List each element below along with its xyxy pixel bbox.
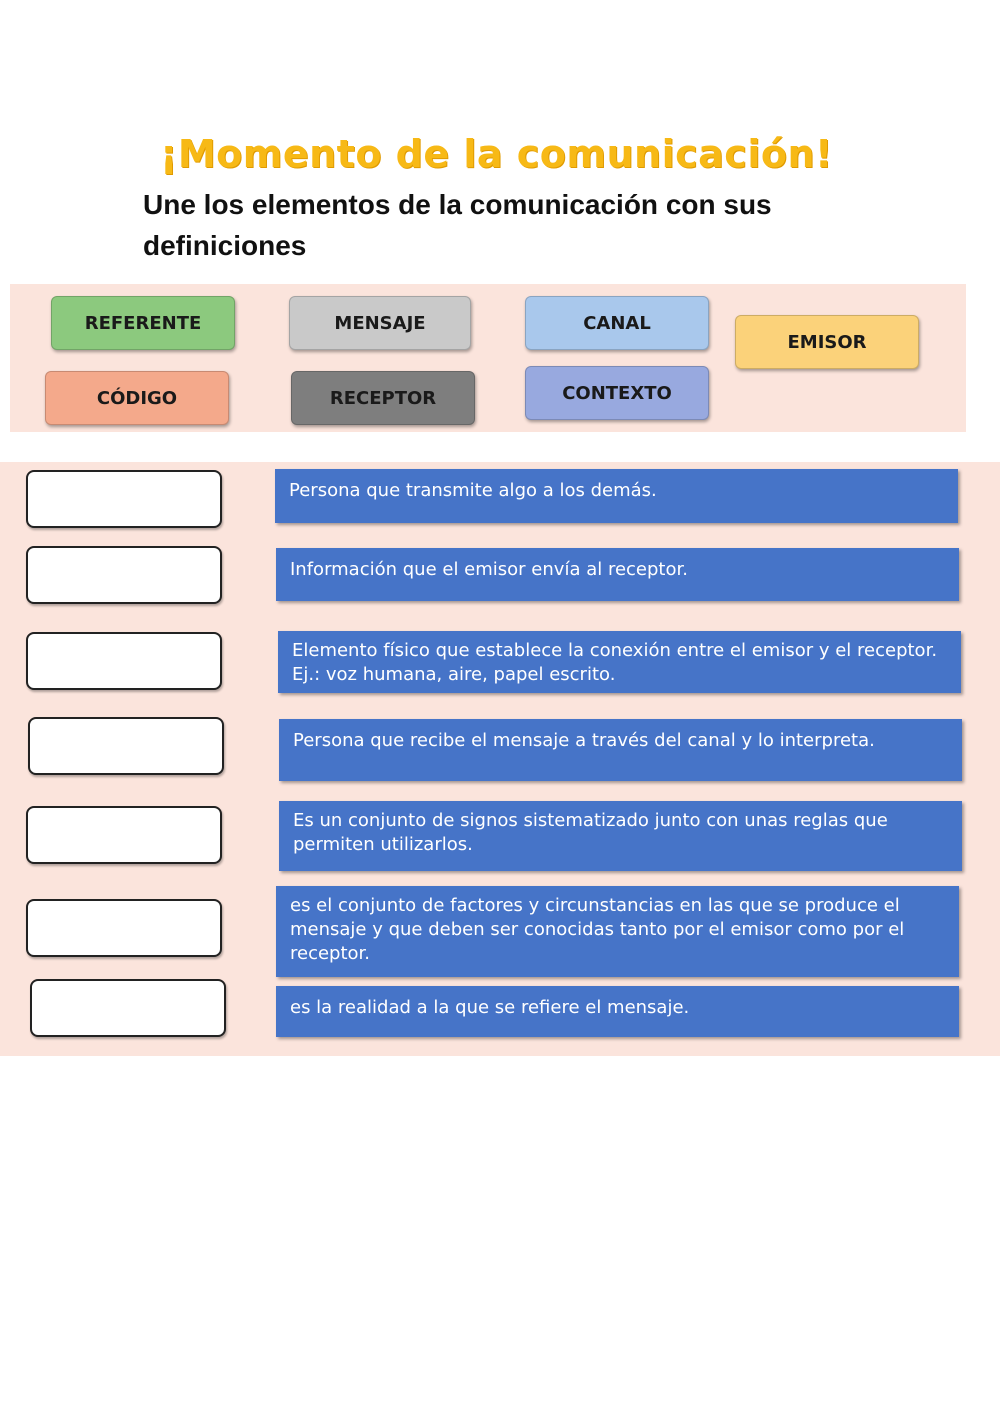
instruction-text: Une los elementos de la comunicación con sus definiciones: [143, 189, 772, 261]
matching-panel: [0, 462, 1000, 1056]
chip-referente[interactable]: REFERENTE: [51, 296, 235, 350]
answer-slot-3[interactable]: [26, 632, 222, 690]
page-title: ¡Momento de la comunicación!: [160, 132, 833, 176]
chip-emisor[interactable]: EMISOR: [735, 315, 919, 369]
chip-receptor[interactable]: RECEPTOR: [291, 371, 475, 425]
definition-5: Es un conjunto de signos sistematizado junto con unas reglas que permiten utilizarlos.: [279, 801, 962, 871]
definition-2: Información que el emisor envía al receptor.: [276, 548, 959, 601]
definition-6: es el conjunto de factores y circunstancias en las que se produce el mensaje y que deben ser conocidas tanto por el emisor como por el receptor.: [276, 886, 959, 977]
word-bank: [10, 284, 966, 432]
definition-4: Persona que recibe el mensaje a través del canal y lo interpreta.: [279, 719, 962, 781]
answer-slot-5[interactable]: [26, 806, 222, 864]
definition-7: es la realidad a la que se refiere el mensaje.: [276, 986, 959, 1037]
chip-mensaje[interactable]: MENSAJE: [289, 296, 471, 350]
definition-3: Elemento físico que establece la conexión entre el emisor y el receptor. Ej.: voz humana, aire, papel escrito.: [278, 631, 961, 693]
chip-canal[interactable]: CANAL: [525, 296, 709, 350]
answer-slot-6[interactable]: [26, 899, 222, 957]
definition-1: Persona que transmite algo a los demás.: [275, 469, 958, 523]
chip-codigo[interactable]: CÓDIGO: [45, 371, 229, 425]
answer-slot-1[interactable]: [26, 470, 222, 528]
answer-slot-2[interactable]: [26, 546, 222, 604]
answer-slot-4[interactable]: [28, 717, 224, 775]
chip-contexto[interactable]: CONTEXTO: [525, 366, 709, 420]
answer-slot-7[interactable]: [30, 979, 226, 1037]
